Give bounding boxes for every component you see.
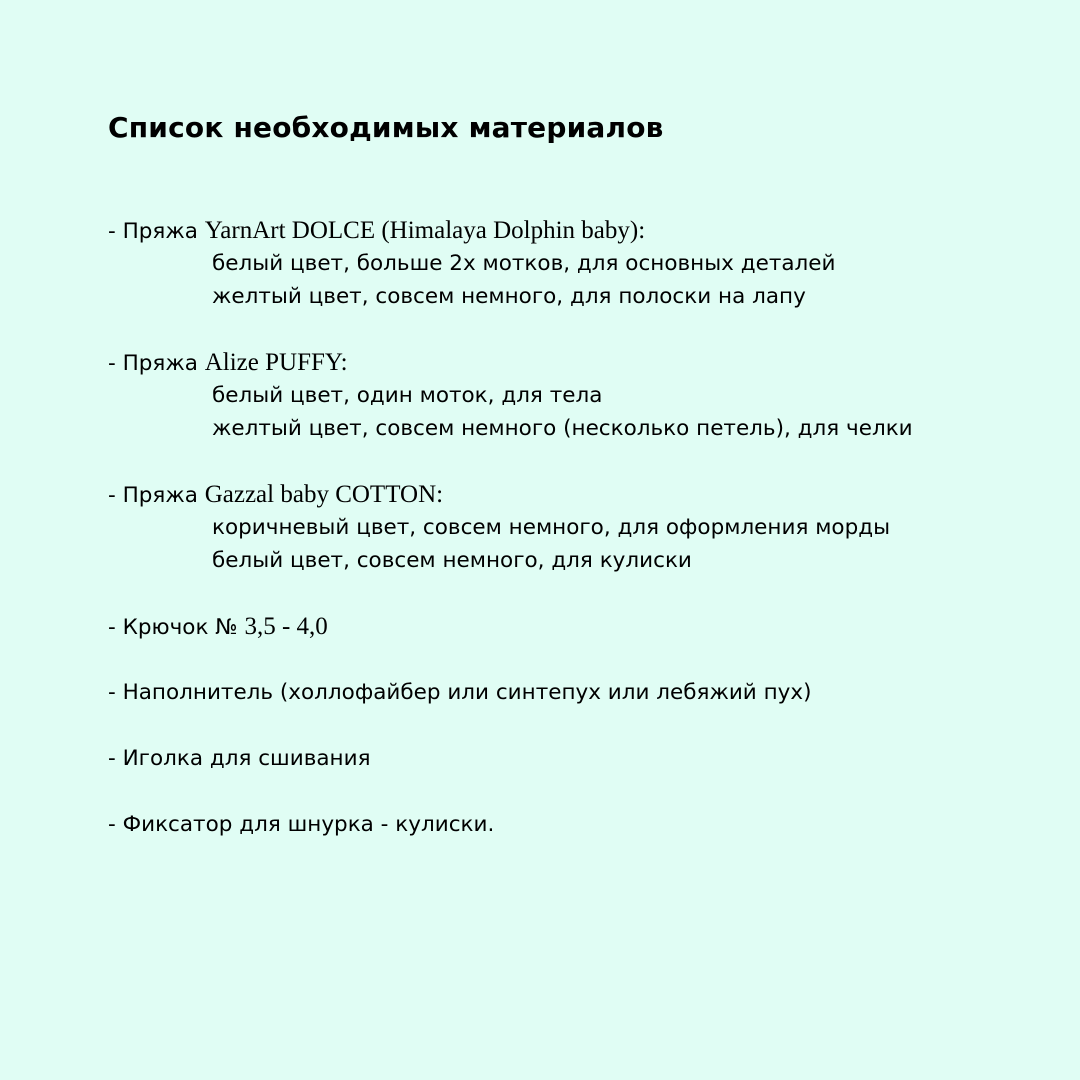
hook-size: 3,5 - 4,0	[244, 613, 328, 640]
yarn-brand: YarnArt DOLCE (Himalaya Dolphin baby):	[204, 217, 646, 244]
spacer	[108, 577, 1048, 610]
materials-list	[108, 214, 1048, 841]
materials-item-yarnart	[108, 214, 1048, 313]
item-heading	[108, 478, 1048, 511]
spacer	[108, 709, 1048, 742]
item-prefix: - Пряжа	[108, 351, 205, 376]
item-detail: коричневый цвет, совсем немного, для оформления морды	[212, 515, 891, 540]
item-text: - Фиксатор для шнурка - кулиски.	[108, 812, 495, 837]
page-title: Список необходимых материалов	[108, 111, 664, 144]
item-text: - Наполнитель (холлофайбер или синтепух или лебяжий пух)	[108, 680, 812, 705]
materials-item-hook	[108, 610, 1048, 643]
spacer	[108, 313, 1048, 346]
item-detail: белый цвет, один моток, для тела	[212, 383, 603, 408]
materials-item-alize	[108, 346, 1048, 445]
item-heading	[108, 214, 1048, 247]
item-detail: белый цвет, совсем немного, для кулиски	[212, 548, 692, 573]
item-detail: желтый цвет, совсем немного, для полоски на лапу	[212, 284, 806, 309]
yarn-brand: Alize PUFFY:	[204, 349, 348, 376]
yarn-brand: Gazzal baby COTTON:	[204, 481, 444, 508]
item-text: - Иголка для сшивания	[108, 746, 371, 771]
item-prefix: - Пряжа	[108, 219, 205, 244]
item-prefix: - Пряжа	[108, 483, 205, 508]
item-detail: белый цвет, больше 2х мотков, для основных деталей	[212, 251, 836, 276]
item-heading	[108, 610, 1048, 643]
materials-item-cord-lock	[108, 808, 1048, 841]
materials-item-filler	[108, 676, 1048, 709]
spacer	[108, 775, 1048, 808]
item-prefix: - Крючок №	[108, 615, 245, 640]
spacer	[108, 445, 1048, 478]
item-detail: желтый цвет, совсем немного (несколько петель), для челки	[212, 416, 913, 441]
materials-item-gazzal	[108, 478, 1048, 577]
spacer	[108, 643, 1048, 676]
item-heading	[108, 346, 1048, 379]
materials-item-needle	[108, 742, 1048, 775]
